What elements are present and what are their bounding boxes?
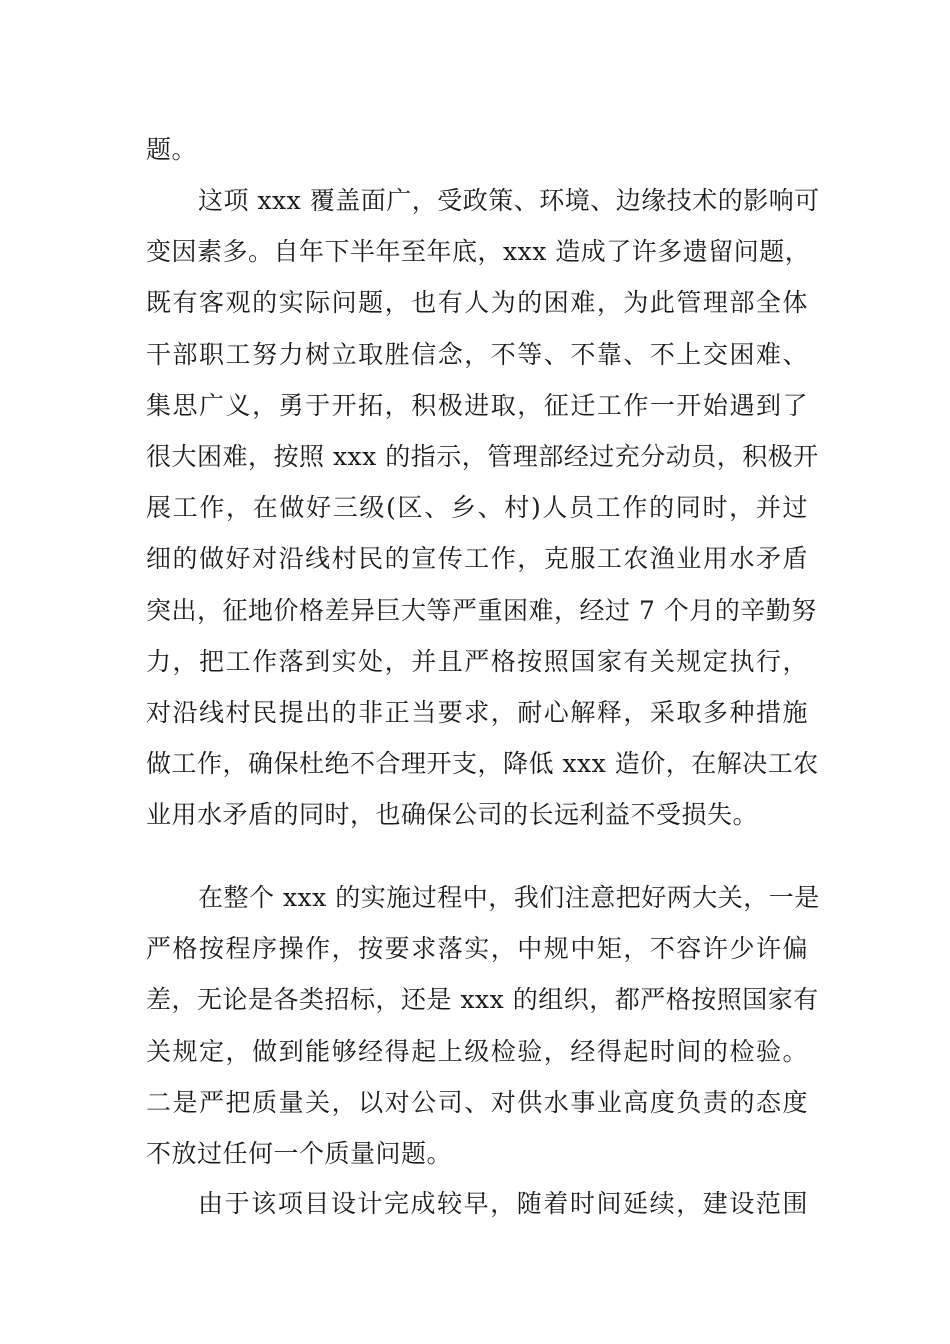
text-line: 集思广义，勇于开拓，积极进取，征迁工作一开始遇到了 bbox=[146, 390, 808, 420]
text-line: 业用水矛盾的同时，也确保公司的长远利益不受损失。 bbox=[146, 800, 759, 830]
text-line: 在整个 xxx 的实施过程中，我们注意把好两大关，一是 bbox=[198, 883, 820, 912]
text-line: 细的做好对沿线村民的宣传工作，克服工农渔业用水矛盾 bbox=[146, 544, 808, 574]
text-line: 不放过任何一个质量问题。 bbox=[146, 1138, 453, 1168]
text-line: 展工作，在做好三级(区、乡、村)人员工作的同时，并过 bbox=[146, 493, 808, 523]
text-line: 关规定，做到能够经得起上级检验，经得起时间的检验。 bbox=[146, 1036, 808, 1066]
text-line: 对沿线村民提出的非正当要求，耐心解释，采取多种措施 bbox=[146, 697, 808, 727]
paragraph-3 bbox=[146, 1178, 808, 1229]
text-line: 二是严把质量关，以对公司、对供水事业高度负责的态度 bbox=[146, 1087, 808, 1117]
text-line: 很大困难，按照 xxx 的指示，管理部经过充分动员，积极开 bbox=[146, 441, 819, 471]
text-line: 干部职工努力树立取胜信念，不等、不靠、不上交困难、 bbox=[146, 339, 808, 369]
text-line: 力，把工作落到实处，并且严格按照国家有关规定执行， bbox=[146, 646, 808, 676]
text-line: 严格按程序操作，按要求落实，中规中矩，不容许少许偏 bbox=[146, 934, 808, 964]
text-line: 差，无论是各类招标，还是 xxx 的组织，都严格按照国家有 bbox=[146, 985, 819, 1015]
text-line: 由于该项目设计完成较早，随着时间延续，建设范围 bbox=[198, 1189, 808, 1218]
text-line: 做工作，确保杜绝不合理开支，降低 xxx 造价，在解决工农 bbox=[146, 749, 819, 779]
paragraph-2 bbox=[146, 872, 820, 1179]
text-line: 既有客观的实际问题，也有人为的困难，为此管理部全体 bbox=[146, 288, 808, 318]
paragraph-continuation bbox=[146, 124, 808, 175]
text-line: 变因素多。自年下半年至年底，xxx 造成了许多遗留问题， bbox=[146, 237, 811, 267]
text-line: 这项 xxx 覆盖面广，受政策、环境、边缘技术的影响可 bbox=[198, 186, 820, 215]
paragraph-1 bbox=[146, 175, 820, 840]
text-line: 突出，征地价格差异巨大等严重困难，经过 7 个月的辛勤努 bbox=[146, 595, 817, 625]
text-line: 题。 bbox=[146, 135, 198, 164]
